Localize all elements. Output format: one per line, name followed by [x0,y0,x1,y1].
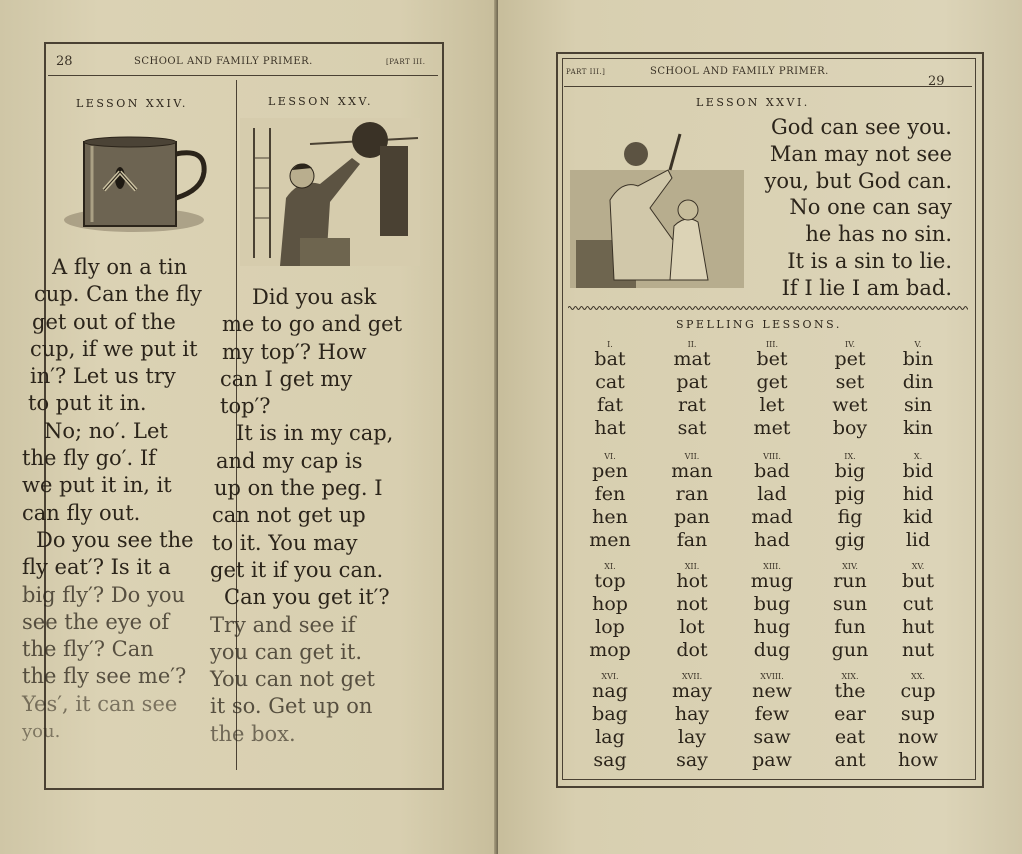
spelling-word: sun [832,593,868,615]
spelling-word: new [752,680,792,702]
spelling-word: fan [676,529,708,551]
spelling-word: mug [750,570,794,592]
spelling-group-numeral: XVI. [601,672,619,681]
spelling-word: ran [675,483,709,505]
spelling-word: had [754,529,790,551]
spelling-group-numeral: XVIII. [760,672,784,681]
spelling-word: pet [834,348,866,370]
text-line: see the eye of [22,609,170,634]
spelling-word: say [676,749,708,771]
text-line: can not get up [212,503,366,528]
text-line: top′? [220,394,271,419]
spelling-word: bid [902,460,934,482]
spelling-word: set [835,371,865,393]
text-line: No; no′. Let [44,418,168,443]
spelling-word: paw [752,749,792,771]
spelling-word: but [901,570,935,592]
spelling-word: let [759,394,785,416]
right-page-number: 29 [928,74,945,89]
spelling-group-numeral: XIII. [763,562,781,571]
text-line: It is in my cap, [236,421,394,446]
tin-cup-fly-illustration [62,128,212,236]
text-line: and my cap is [216,448,363,473]
spelling-word: kin [903,417,933,439]
left-head-rule [48,75,438,76]
spelling-group-numeral: XVII. [681,672,703,681]
text-line: can fly out. [22,500,141,525]
spelling-word: eat [834,726,866,748]
right-part-label: PART III.] [566,68,606,76]
text-line: cup, if we put it [30,336,198,361]
spelling-word: hat [594,417,626,439]
spelling-word: lop [595,616,625,638]
spelling-group-numeral: I. [607,340,613,349]
spelling-word: sat [677,417,707,439]
spelling-word: fen [594,483,626,505]
right-head-rule [564,86,972,87]
text-line: you. [22,721,61,743]
left-part-label: [PART III. [386,58,426,66]
spelling-word: boy [832,417,868,439]
spelling-word: pat [676,371,708,393]
spelling-group-numeral: IX. [844,452,856,461]
spelling-word: lay [677,726,707,748]
spelling-word: hot [676,570,708,592]
spelling-word: bin [902,348,934,370]
spelling-word: bag [592,703,628,725]
spelling-group-numeral: IV. [844,340,856,349]
spelling-word: not [676,593,708,615]
spelling-word: ear [834,703,866,725]
text-line: God can see you. [770,115,952,139]
spelling-word: pig [834,483,866,505]
spelling-word: nut [901,639,935,661]
text-line: Do you see the [36,527,194,552]
spelling-group-numeral: VI. [604,452,616,461]
spelling-word: run [833,570,867,592]
text-line: Man may not see [769,141,952,166]
spelling-group-numeral: XIV. [842,562,858,571]
spelling-group-numeral: XIX. [841,672,859,681]
text-line: It is a sin to lie. [787,248,952,273]
spelling-word: nag [592,680,628,702]
spelling-word: the [834,680,866,702]
spelling-group-numeral: XII. [684,562,700,571]
spelling-word: sin [903,394,933,416]
text-line: You can not get [210,667,375,692]
left-page [0,0,498,854]
spelling-word: wet [832,394,868,416]
text-line: fly eat′? Is it a [22,555,171,580]
text-line: Did you ask [252,285,377,309]
spelling-group-numeral: XX. [911,672,925,681]
spelling-group-numeral: VIII. [763,452,781,461]
spelling-group-numeral: XI. [604,562,616,571]
text-line: can I get my [220,366,353,391]
text-line: up on the peg. I [214,476,383,501]
spelling-word: hug [753,616,791,638]
spelling-word: hay [674,703,710,725]
spelling-word: how [898,749,938,771]
spelling-word: sup [900,703,936,725]
spelling-word: ant [834,749,866,771]
spelling-word: bug [753,593,791,615]
spelling-word: big [834,460,866,482]
text-line: A fly on a tin [52,255,188,279]
spelling-lessons-title: SPELLING LESSONS. [676,318,842,331]
spelling-group-numeral: V. [914,340,922,349]
text-line: Try and see if [210,612,356,637]
text-line: get out of the [32,309,176,334]
text-line: big fly′? Do you [22,582,186,607]
spelling-word: hid [902,483,934,505]
lesson-xxvi-text [734,114,952,302]
spelling-word: mat [673,348,711,370]
text-line: the fly go′. If [22,446,156,471]
right-page [498,0,1022,854]
spelling-word: now [898,726,938,748]
text-line: it so. Get up on [210,694,373,719]
spelling-word: cat [595,371,625,393]
text-line: If I lie I am bad. [781,275,952,300]
text-line: the fly′? Can [22,637,154,662]
spelling-word: fig [837,506,863,528]
spelling-word: cut [902,593,934,615]
spelling-word: sag [593,749,627,771]
text-line: you, but God can. [764,168,952,193]
spelling-group-numeral: XV. [911,562,925,571]
text-line: me to go and get [222,312,403,337]
text-line: he has no sin. [805,222,952,247]
spelling-word: gun [831,639,869,661]
lesson-xxv-text [210,284,424,748]
text-line: we put it in, it [22,473,172,498]
spelling-word: get [756,371,788,393]
spelling-word: rat [677,394,707,416]
text-line: cup. Can the fly [34,282,202,307]
spelling-word: lag [595,726,625,748]
spelling-word: pan [674,506,710,528]
spelling-word: few [754,703,790,725]
spelling-word: cup [900,680,936,702]
spelling-word: lad [757,483,787,505]
spelling-group-numeral: III. [765,340,779,349]
spelling-group-numeral: VII. [684,452,700,461]
spelling-word: man [671,460,713,482]
left-page-number: 28 [56,54,73,69]
mother-child-illustration [570,130,744,288]
spelling-word: fat [597,394,623,416]
spelling-word: men [589,529,631,551]
spelling-word: lot [679,616,705,638]
spelling-word: din [902,371,934,393]
lesson-xxiv-title: LESSON XXIV. [76,97,188,110]
lesson-xxiv-text [22,254,230,745]
boy-reaching-top-illustration [240,118,420,266]
text-line: Can you get it′? [224,585,390,610]
spelling-word: dug [753,639,791,661]
spelling-word: bad [754,460,790,482]
text-line: my top′? How [222,339,367,364]
text-line: the fly see me′? [22,664,187,689]
spelling-group-numeral: II. [687,340,697,349]
spelling-word: hen [592,506,628,528]
left-running-head: SCHOOL AND FAMILY PRIMER. [134,56,313,67]
spelling-group-numeral: X. [913,452,923,461]
right-running-head: SCHOOL AND FAMILY PRIMER. [650,66,829,77]
wavy-divider [568,304,968,312]
spelling-word: hop [592,593,628,615]
spelling-word: mad [751,506,793,528]
lesson-xxv-title: LESSON XXV. [268,95,374,108]
spelling-word: hut [901,616,935,638]
text-line: Yes′, it can see [22,691,178,716]
text-line: the box. [210,721,296,746]
lesson-xxvi-title: LESSON XXVI. [696,96,810,109]
spelling-word: fun [834,616,866,638]
spelling-word: may [671,680,713,702]
spelling-word: bat [594,348,626,370]
text-line: No one can say [789,195,952,220]
spelling-word: saw [753,726,791,748]
text-line: to it. You may [212,530,358,555]
spelling-word: met [753,417,791,439]
spelling-word: dot [676,639,708,661]
spelling-word: top [594,570,626,592]
spelling-word: kid [903,506,933,528]
spelling-word: lid [905,529,931,551]
spelling-word: gig [834,529,866,551]
text-line: to put it in. [28,391,147,416]
text-line: in′? Let us try [30,364,176,389]
text-line: you can get it. [210,639,363,664]
spelling-word: bet [756,348,788,370]
spelling-word: pen [592,460,628,482]
text-line: get it if you can. [210,557,384,582]
spelling-word: mop [589,639,631,661]
